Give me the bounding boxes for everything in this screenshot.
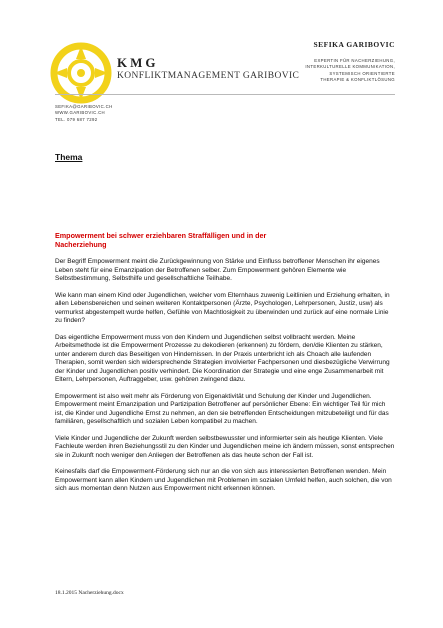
header-divider [55, 94, 395, 95]
body-paragraph: Empowerment ist also weit mehr als Förderung von Eigenaktivität und Schulung der Kinder und Jugendlichen. Empowerment meint Emanzipation und Partizipation Betroffener auf persönlicher Ebene: Ein wichtiger Teil für mich ist, die Kinder und Jugendliche Ernst zu nehmen, an den sie betreffenden Entscheidungen mitzubeteiligt und für das familiären, gesellschaftlich und sozialen Leben kompatibel zu machen. [55, 392, 389, 425]
document-body [55, 258, 395, 502]
brand-name: KMG [117, 55, 159, 70]
qualification-line: INTERKULTURELLE KOMMUNIKATION, [305, 64, 395, 70]
section-label: Thema [55, 152, 83, 162]
body-paragraph: Das eigentliche Empowerment muss von den Kindern und Jugendlichen selbst vollbracht werden. Meine Arbeitsmethode ist die Empowerment Prozesse zu dekodieren (erkennen) zu fördern, den/die Klienten zu stärken, unter anderem durch das Beseitigen von Hindernissen. In der Praxis unterbricht ich als Choach alle laufenden Therapien, somit werden sich widersprechende Strategien involvierter Fachpersonen und diesbezügliche Verwirrung der Kinder und Jugendlichen positiv verhindert. Die Koordination der Strategie und eine enge Zusammenarbeit mit Eltern, Lehrpersonen, Auftraggeber, usw. gehören zwingend dazu. [55, 333, 390, 383]
brand-subtitle: KONFLIKTMANAGEMENT GARIBOVIC [117, 71, 300, 81]
title-line: Empowerment bei schwer erziehbaren Straffälligen und in der [55, 231, 267, 240]
contact-block [55, 104, 113, 123]
person-qualifications [305, 58, 395, 84]
body-paragraph: Keinesfalls darf die Empowerment-Förderung sich nur an die von sich aus interessierten Betroffenen wenden. Mein Empowerment kann allen Kindern und Jugendlichen mit Problemen im sozialen Umfeld helfen, auch solchen, die von sich aus momentan denn Nutzen aus Empowerment nicht erkennen können. [55, 468, 392, 492]
brand [117, 56, 299, 82]
document-title [55, 231, 395, 249]
qualification-line: SYSTEMISCH ORIENTIERTE [329, 70, 395, 76]
contact-website: WWW.GARIBOVIC.CH [55, 110, 105, 116]
body-paragraph: Der Begriff Empowerment meint die Zurückgewinnung von Stärke und Einfluss betroffener Menschen ihr eigenes Leben steht für eine Emanzipation der Betroffenen selber. Zum Empowerment gehören Elemente wie Selbstbestimmung, Selbsthilfe und gesellschaftliche Teilhabe. [55, 258, 380, 282]
qualification-line: EXPERTIN FÜR NACHERZIEHUNG, [314, 58, 395, 63]
page-footer: 18.1.2015 Nacherziehung.docx [55, 590, 124, 596]
contact-phone: TEL. 079 687 7292 [55, 116, 98, 122]
body-paragraph: Wie kann man einem Kind oder Jugendlichen, welcher vom Elternhaus zuwenig Leitlinien und Erziehung erhalten, in allen Lebensbereichen und seinen weiteren Kontaktpersonen (Ärzte, Psychologen, Lehrpersonen, Justiz, usw) als vermurkst abgestempelt wurde helfen, Gefühle von Machtlosigkeit zu überwinden und zurück auf eine normale Linie zu finden? [55, 291, 390, 324]
person-name: SEFIKA GARIBOVIC [313, 40, 395, 49]
title-line: Nacherziehung [55, 240, 107, 249]
contact-email: SEFIKA@GARIBOVIC.CH [55, 104, 113, 109]
person-block [305, 40, 395, 84]
body-paragraph: Viele Kinder und Jugendliche der Zukunft werden selbstbewusster und informierter sein als heutige Klienten. Viele Fachleute werden ihren Beziehungsstil zu den Kinder und Jugendlichen meine ich ändern müssen, sonst entsprechen sie in Zukunft noch weniger den Anliegen der Betroffenen als das heute schon der Fall ist. [55, 434, 395, 459]
qualification-line: THERAPIE & KONFLIKTLÖSUNG [320, 77, 395, 83]
